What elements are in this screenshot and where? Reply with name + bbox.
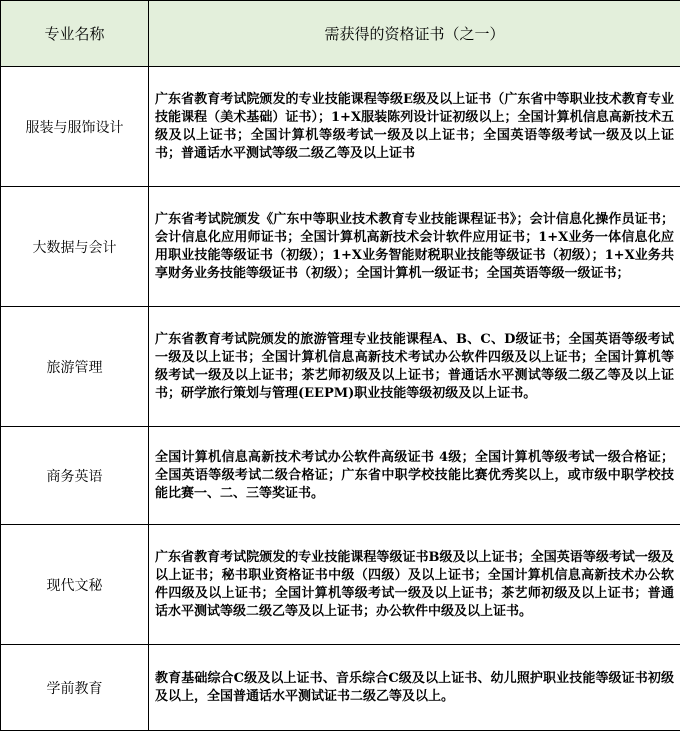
table-row xyxy=(1,67,680,187)
certificate-list: 教育基础综合C级及以上证书、音乐综合C级及以上证书、幼儿照护职业技能等级证书初级及以上，全国普通话水平测试证书二级乙等及以上。 xyxy=(149,645,680,731)
table-row xyxy=(1,645,680,731)
table-row xyxy=(1,427,680,525)
major-name: 现代文秘 xyxy=(1,525,149,645)
table-row xyxy=(1,187,680,307)
certificate-list: 全国计算机信息高新技术考试办公软件高级证书 4级；全国计算机等级考试一级合格证；全国英语等级考试二级合格证；广东省中职学校技能比赛优秀奖以上，或市级中职学校技能比赛一、二、三等奖证书。 xyxy=(149,427,680,525)
certificate-list: 广东省教育考试院颁发的专业技能课程等级证书B级及以上证书；全国英语等级考试一级及以上证书；秘书职业资格证书中级（四级）及以上证书；全国计算机信息高新技术办公软件四级及以上证书；全国计算机等级考试一级及以上证书；茶艺师初级及以上证书；普通话水平测试等级二级乙等及以上证书；办公软件中级及以上证书。 xyxy=(149,525,680,645)
table-row xyxy=(1,307,680,427)
certificate-list: 广东省教育考试院颁发的旅游管理专业技能课程A、B、C、D级证书；全国英语等级考试一级及以上证书；全国计算机信息高新技术考试办公软件四级及以上证书；全国计算机等级考试一级及以上证书；茶艺师初级及以上证书；普通话水平测试等级二级乙等及以上证书；研学旅行策划与管理(EEPM)职业技能等级初级及以上证书。 xyxy=(149,307,680,427)
major-name: 服装与服饰设计 xyxy=(1,67,149,187)
table-header-row xyxy=(1,1,680,67)
header-major: 专业名称 xyxy=(1,1,149,67)
header-certificates: 需获得的资格证书（之一） xyxy=(149,1,680,67)
major-name: 学前教育 xyxy=(1,645,149,731)
certificate-list: 广东省教育考试院颁发的专业技能课程等级E级及以上证书（广东省中等职业技术教育专业技能课程（美术基础）证书）；1+X服装陈列设计证初级以上；全国计算机信息高新技术五级及以上证书；全国计算机等级考试一级及以上证书；全国英语等级考试一级及以上证书；普通话水平测试等级二级乙等及以上证书 xyxy=(149,67,680,187)
major-name: 大数据与会计 xyxy=(1,187,149,307)
major-name: 商务英语 xyxy=(1,427,149,525)
certificate-list: 广东省考试院颁发《广东中等职业技术教育专业技能课程证书》；会计信息化操作员证书；会计信息化应用师证书；全国计算机高新技术会计软件应用证书；1+X业务一体信息化应用职业技能等级证书（初级）；1+X业务智能财税职业技能等级证书（初级）；1+X业务共享财务业务技能等级证书（初级）；全国计算机一级证书；全国英语等级一级证书； xyxy=(149,187,680,307)
table-row xyxy=(1,525,680,645)
major-name: 旅游管理 xyxy=(1,307,149,427)
